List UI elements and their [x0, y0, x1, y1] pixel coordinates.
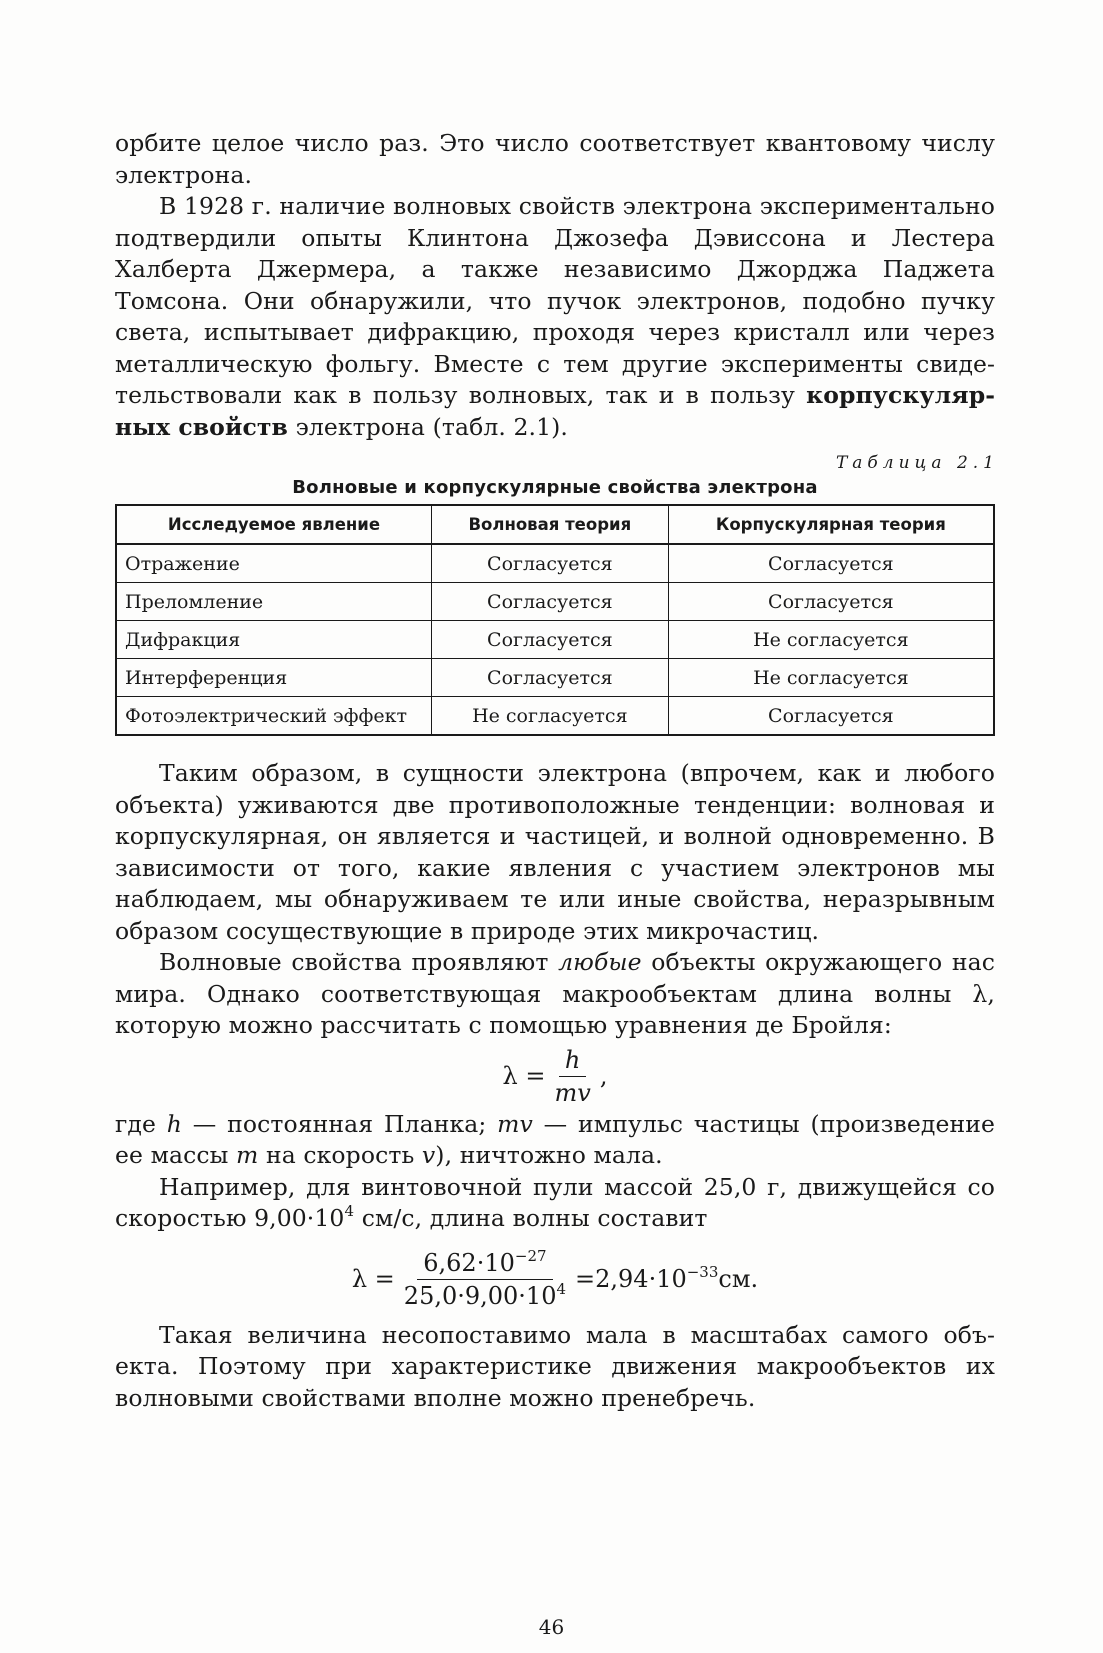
page-number: 46 — [538, 1615, 565, 1639]
paragraph-3: Таким образом, в сущности электрона (впрочем, как и любого объекта) уживаются две противоположные тенденции: волновая и корпускулярная, он является и частицей, и волной одновременно. В зависимости от того, какие явления с участием электронов мы наблюдаем, мы обнаруживаем те или иные свойства, неразрывным образом сосуществующие в природе этих микрочастиц. — [115, 759, 995, 945]
paragraph-2 — [115, 191, 995, 443]
table-label: Таблица 2.1 — [835, 453, 999, 473]
formula2-lhs: λ = — [351, 1265, 395, 1293]
header-corpuscular-theory: Корпускулярная теория — [668, 505, 994, 544]
paragraph-4-start: Волновые свойства проявляют — [159, 948, 559, 976]
p5-e: ), ничтожно мала. — [435, 1141, 663, 1169]
formula1-denominator: mv — [554, 1078, 591, 1107]
p5-m: m — [235, 1141, 259, 1169]
cell-phenomenon: Фотоэлектрический эффект — [116, 697, 432, 736]
cell-corpuscular: Согласуется — [668, 544, 994, 583]
paragraph-6 — [115, 1172, 995, 1235]
table-title: Волновые и корпускулярные свойства электрона — [292, 477, 818, 498]
formula2-fraction — [398, 1246, 572, 1310]
cell-phenomenon: Дифракция — [116, 621, 432, 659]
formula2-denominator — [398, 1280, 572, 1310]
paragraph-1: орбите целое число раз. Это число соответствует квантовому числу электрона. — [115, 129, 995, 189]
paragraph-5 — [115, 1109, 995, 1172]
cell-wave: Согласуется — [432, 583, 669, 621]
page-content — [115, 128, 999, 1414]
header-wave-theory: Волновая теория — [432, 505, 669, 544]
formula2-res-exp: −33 — [686, 1263, 719, 1281]
cell-wave: Согласуется — [432, 544, 669, 583]
wavelength-calculation — [115, 1246, 995, 1310]
cell-wave: Согласуется — [432, 659, 669, 697]
p5-c: — импульс частицы (произведение ее массы — [115, 1109, 995, 1169]
cell-phenomenon: Интерференция — [116, 659, 432, 697]
paragraph-4-end: объекты окружающего нас мира. Однако соответствующая макрообъектам длина волны λ, которую можно рассчитать с помощью уравнения де Бройля: — [115, 948, 995, 1039]
table-row — [116, 659, 994, 697]
p6-exponent: 4 — [344, 1202, 355, 1220]
cell-corpuscular: Не согласуется — [668, 659, 994, 697]
de-broglie-formula — [115, 1046, 995, 1107]
formula2-num-base: 6,62·10 — [423, 1248, 515, 1277]
p6-b: см/с, длина волны составит — [354, 1204, 708, 1232]
p5-h: h — [166, 1109, 182, 1138]
cell-corpuscular: Согласуется — [668, 583, 994, 621]
paragraph-2-bold-term: корпускулярных свойств — [115, 381, 995, 441]
p5-a: где — [115, 1109, 167, 1138]
cell-phenomenon: Преломление — [116, 583, 432, 621]
formula1-numerator: h — [559, 1046, 586, 1077]
formula2-unit: см. — [718, 1265, 759, 1293]
paragraph-4-italic: любые — [558, 948, 642, 976]
formula2-result — [595, 1265, 718, 1293]
formula2-den-exp: 4 — [556, 1279, 567, 1298]
p5-v: v — [421, 1141, 436, 1169]
paragraph-4 — [115, 947, 995, 1042]
formula2-res-base: 2,94·10 — [595, 1265, 687, 1293]
header-phenomenon: Исследуемое явление — [116, 505, 432, 544]
formula1-lhs: λ = — [502, 1062, 546, 1090]
paragraph-2-end: электрона (табл. 2.1). — [288, 412, 568, 441]
table-row — [116, 621, 994, 659]
p6-a: Например, для винтовочной пули массой 25,0 г, движущейся со скоростью 9,00·10 — [115, 1172, 995, 1232]
cell-wave: Согласуется — [432, 621, 669, 659]
paragraph-2-text: В 1928 г. наличие волновых свойств электрона экспериментально подтвердили опыты Клинтона Джозефа Дэвиссона и Лестера Халберта Джермера, а также независимо Джорджа Паджета Томсона. Они обнаружили, что пучок электронов, подобно пучку света, испытывает дифракцию, проходя через кристалл или через металлическую фольгу. Вместе с тем другие эксперименты свидетельствовали как в пользу волновых, так и в пользу — [115, 192, 995, 409]
p5-d: на скорость — [258, 1141, 422, 1169]
formula1-tail: , — [599, 1062, 608, 1090]
formula2-numerator — [417, 1246, 552, 1280]
cell-wave: Не согласуется — [432, 697, 669, 736]
table-row — [116, 583, 994, 621]
table-header-row — [116, 505, 994, 544]
formula2-equals: = — [575, 1265, 596, 1293]
p5-b: — постоянная Планка; — [182, 1109, 498, 1138]
p5-mv: mv — [497, 1109, 533, 1138]
table-row — [116, 697, 994, 736]
formula1-fraction — [548, 1046, 596, 1107]
cell-phenomenon: Отражение — [116, 544, 432, 583]
cell-corpuscular: Согласуется — [668, 697, 994, 736]
paragraph-7: Такая величина несопоставимо мала в масштабах самого объекта. Поэтому при характеристике движения макрообъектов их волновыми свойствами вполне можно пренебречь. — [115, 1320, 995, 1412]
table-row — [116, 544, 994, 583]
formula2-den-base: 25,0·9,00·10 — [403, 1281, 557, 1310]
formula2-num-exp: −27 — [514, 1246, 547, 1265]
cell-corpuscular: Не согласуется — [668, 621, 994, 659]
properties-table — [115, 504, 995, 736]
